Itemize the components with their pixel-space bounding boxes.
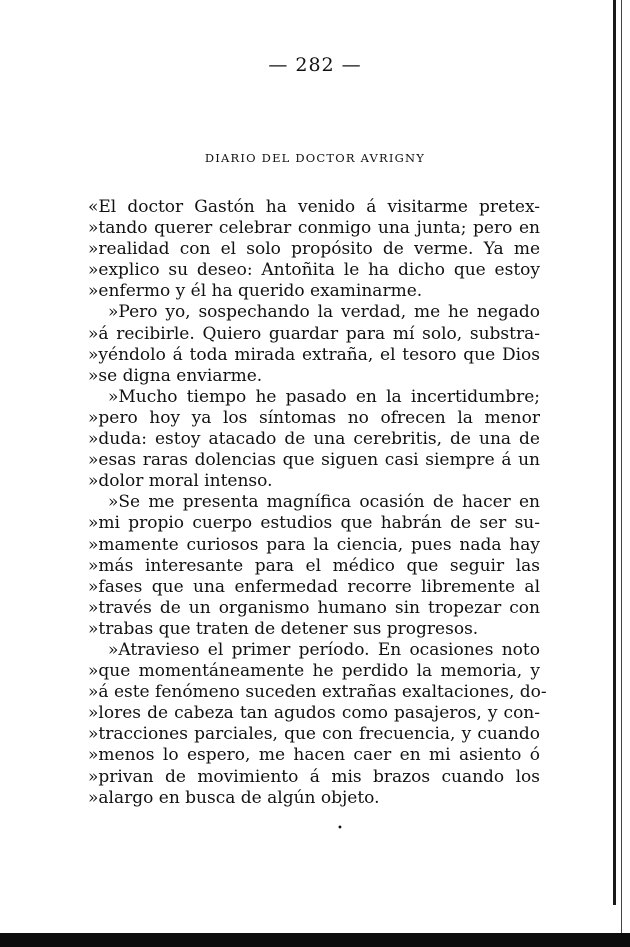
text-line: »que momentáneamente he perdido la memoria, y — [88, 661, 540, 682]
text-line: »lores de cabeza tan agudos como pasajeros, y con- — [88, 703, 540, 724]
text-line: »duda: estoy atacado de una cerebritis, de una de — [88, 429, 540, 450]
text-line: «El doctor Gastón ha venido á visitarme pretex- — [88, 197, 540, 217]
page-bottom-border — [0, 933, 630, 947]
text-line: »á este fenómeno suceden extrañas exaltaciones, do- — [88, 682, 547, 703]
text-line: »Pero yo, sospechando la verdad, me he negado — [108, 302, 540, 323]
running-title: DIARIO DEL DOCTOR AVRIGNY — [204, 151, 426, 165]
text-line: »alargo en busca de algún objeto. — [88, 787, 380, 808]
page-right-edge-shadow — [621, 0, 622, 940]
text-line: »trabas que traten de detener sus progresos. — [88, 618, 479, 639]
text-line: »tracciones parciales, que con frecuencia, y cuando — [88, 724, 540, 745]
body-text — [88, 197, 547, 809]
text-line: »través de un organismo humano sin tropezar con — [88, 597, 540, 618]
text-line: »más interesante para el médico que seguir las — [88, 555, 540, 576]
text-line: »realidad con el solo propósito de verme. Ya me — [88, 239, 540, 260]
text-line: »yéndolo á toda mirada extraña, el tesoro que Dios — [88, 344, 540, 365]
text-line: »Atravieso el primer período. En ocasiones noto — [108, 639, 540, 660]
text-line: »privan de movimiento á mis brazos cuando los — [88, 766, 540, 787]
text-line: »Mucho tiempo he pasado en la incertidumbre; — [108, 386, 540, 407]
text-line: »menos lo espero, me hacen caer en mi asiento ó — [88, 745, 540, 766]
text-line: »Se me presenta magnífica ocasión de hacer en — [108, 492, 540, 513]
text-line: »se digna enviarme. — [88, 365, 263, 386]
text-line: »fases que una enfermedad recorre libremente al — [88, 576, 540, 597]
text-line: »dolor moral intenso. — [88, 471, 273, 492]
text-line: »mi propio cuerpo estudios que habrán de ser su- — [88, 513, 540, 534]
text-line: »explico su deseo: Antoñita le ha dicho que estoy — [88, 260, 540, 281]
text-line: »tando querer celebrar conmigo una junta; pero en — [88, 218, 540, 239]
page-number: — 282 — — [268, 54, 362, 76]
footer-mark: • — [337, 823, 343, 834]
text-line: »enfermo y él ha querido examinarme. — [88, 281, 423, 302]
text-line: »á recibirle. Quiero guardar para mí solo, substra- — [88, 323, 540, 344]
text-line: »mamente curiosos para la ciencia, pues nada hay — [88, 534, 540, 555]
text-line: »pero hoy ya los síntomas no ofrecen la menor — [88, 407, 540, 428]
page-right-border — [613, 0, 616, 905]
text-line: »esas raras dolencias que siguen casi siempre á un — [88, 450, 540, 471]
